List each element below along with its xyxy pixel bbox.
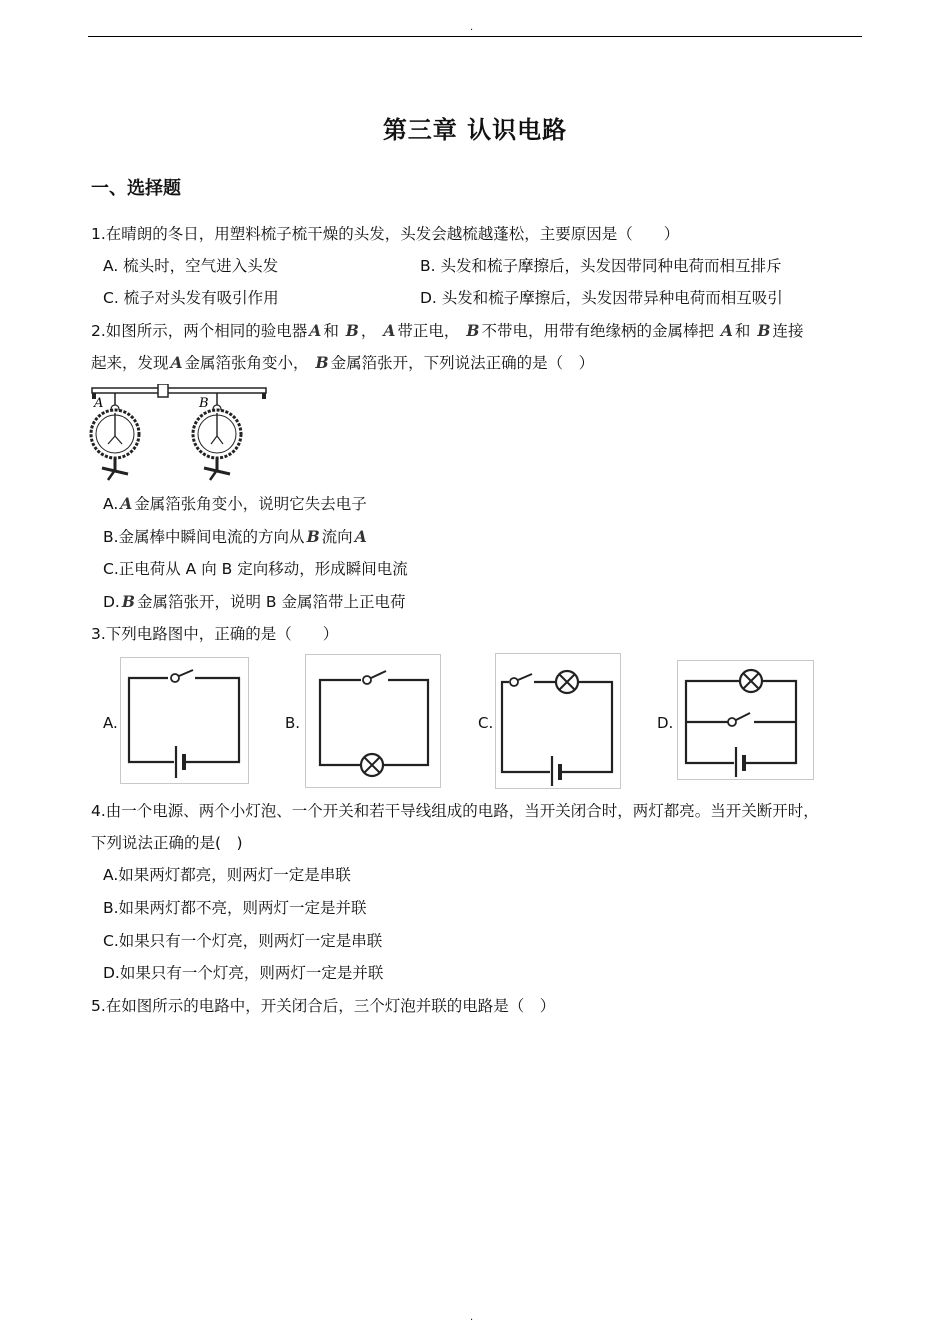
- var-b: B: [466, 321, 480, 340]
- q2-text: 和: [734, 322, 751, 340]
- q2-option-c: C.正电荷从 A 向 B 定向移动，形成瞬间电流: [103, 560, 408, 578]
- page-title: 第三章 认识电路: [382, 116, 568, 144]
- electroscope-figure: [88, 384, 270, 484]
- q2-option-b: [103, 527, 369, 547]
- q1-stem: 1.在晴朗的冬日，用塑料梳子梳干燥的头发，头发会越梳越蓬松，主要原因是（ ）: [91, 225, 680, 243]
- q1-option-c: C. 梳子对头发有吸引作用: [103, 289, 279, 307]
- q4-option-c: C.如果只有一个灯亮，则两灯一定是串联: [103, 932, 383, 950]
- var-b: B: [345, 321, 359, 340]
- q2-text: 不带电，用带有绝缘柄的金属棒把: [481, 322, 714, 340]
- q3-stem: 3.下列电路图中，正确的是（ ）: [91, 625, 339, 643]
- q4-option-b: B.如果两灯都不亮，则两灯一定是并联: [103, 899, 367, 917]
- q2-text: 金属箔张开，下列说法正确的是（ ）: [330, 354, 595, 372]
- q4-option-d: D.如果只有一个灯亮，则两灯一定是并联: [103, 964, 384, 982]
- var-a: A: [354, 527, 367, 546]
- var-b: B: [306, 527, 320, 546]
- q2-text: 连接: [772, 322, 804, 340]
- q3-label-c: C.: [478, 714, 494, 732]
- q2-option-d: [103, 592, 405, 612]
- q2-option-text: D.: [103, 593, 120, 611]
- q4-stem-line1: 4.由一个电源、两个小灯泡、一个开关和若干导线组成的电路，当开关闭合时，两灯都亮。当开关断开时，: [91, 802, 819, 820]
- q2-text: 金属箔张角变小，: [184, 354, 309, 372]
- circuit-b: [305, 654, 441, 788]
- q4-option-a: A.如果两灯都亮，则两灯一定是串联: [103, 866, 351, 884]
- q2-text: 带正电，: [397, 322, 460, 340]
- q1-option-a: A. 梳头时，空气进入头发: [103, 257, 279, 275]
- var-b: B: [315, 353, 329, 372]
- header-dot: .: [470, 22, 474, 33]
- q2-text: 起来，发现: [91, 354, 169, 372]
- q2-text: ，: [360, 322, 377, 340]
- footer-dot: .: [470, 1312, 474, 1323]
- q2-option-text: A.: [103, 495, 119, 513]
- figure-label-b: B: [199, 396, 209, 411]
- var-b: B: [121, 592, 135, 611]
- q2-option-text: 金属箔张开，说明 B 金属箔带上正电荷: [136, 593, 406, 611]
- q2-stem-line1: [91, 321, 804, 341]
- q1-option-b: B. 头发和梳子摩擦后，头发因带同种电荷而相互排斥: [420, 257, 782, 275]
- q2-option-text: 金属箔张角变小，说明它失去电子: [134, 495, 367, 513]
- var-a: A: [170, 353, 183, 372]
- var-a: A: [720, 321, 733, 340]
- var-a: A: [383, 321, 396, 340]
- q4-stem-line2: 下列说法正确的是( ): [91, 834, 243, 852]
- circuit-d: [677, 660, 814, 780]
- q2-text: 2.如图所示，两个相同的验电器: [91, 322, 308, 340]
- var-a: A: [309, 321, 322, 340]
- q3-label-d: D.: [657, 714, 674, 732]
- q2-option-a: [103, 494, 367, 514]
- var-b: B: [757, 321, 771, 340]
- header-rule: [88, 36, 862, 37]
- q3-label-a: A.: [103, 714, 118, 732]
- circuit-c: [495, 653, 621, 789]
- q2-stem-line2: [91, 353, 594, 373]
- q1-option-d: D. 头发和梳子摩擦后，头发因带异种电荷而相互吸引: [420, 289, 783, 307]
- q2-text: 和: [323, 322, 339, 340]
- section-title: 一、选择题: [91, 178, 181, 199]
- q2-option-text: B.金属棒中瞬间电流的方向从: [103, 528, 305, 546]
- circuit-a: [120, 657, 249, 784]
- var-a: A: [120, 494, 133, 513]
- q3-label-b: B.: [285, 714, 301, 732]
- q2-option-text: 流向: [321, 528, 353, 546]
- q5-stem: 5.在如图所示的电路中，开关闭合后，三个灯泡并联的电路是（ ）: [91, 997, 556, 1015]
- figure-label-a: A: [94, 396, 104, 411]
